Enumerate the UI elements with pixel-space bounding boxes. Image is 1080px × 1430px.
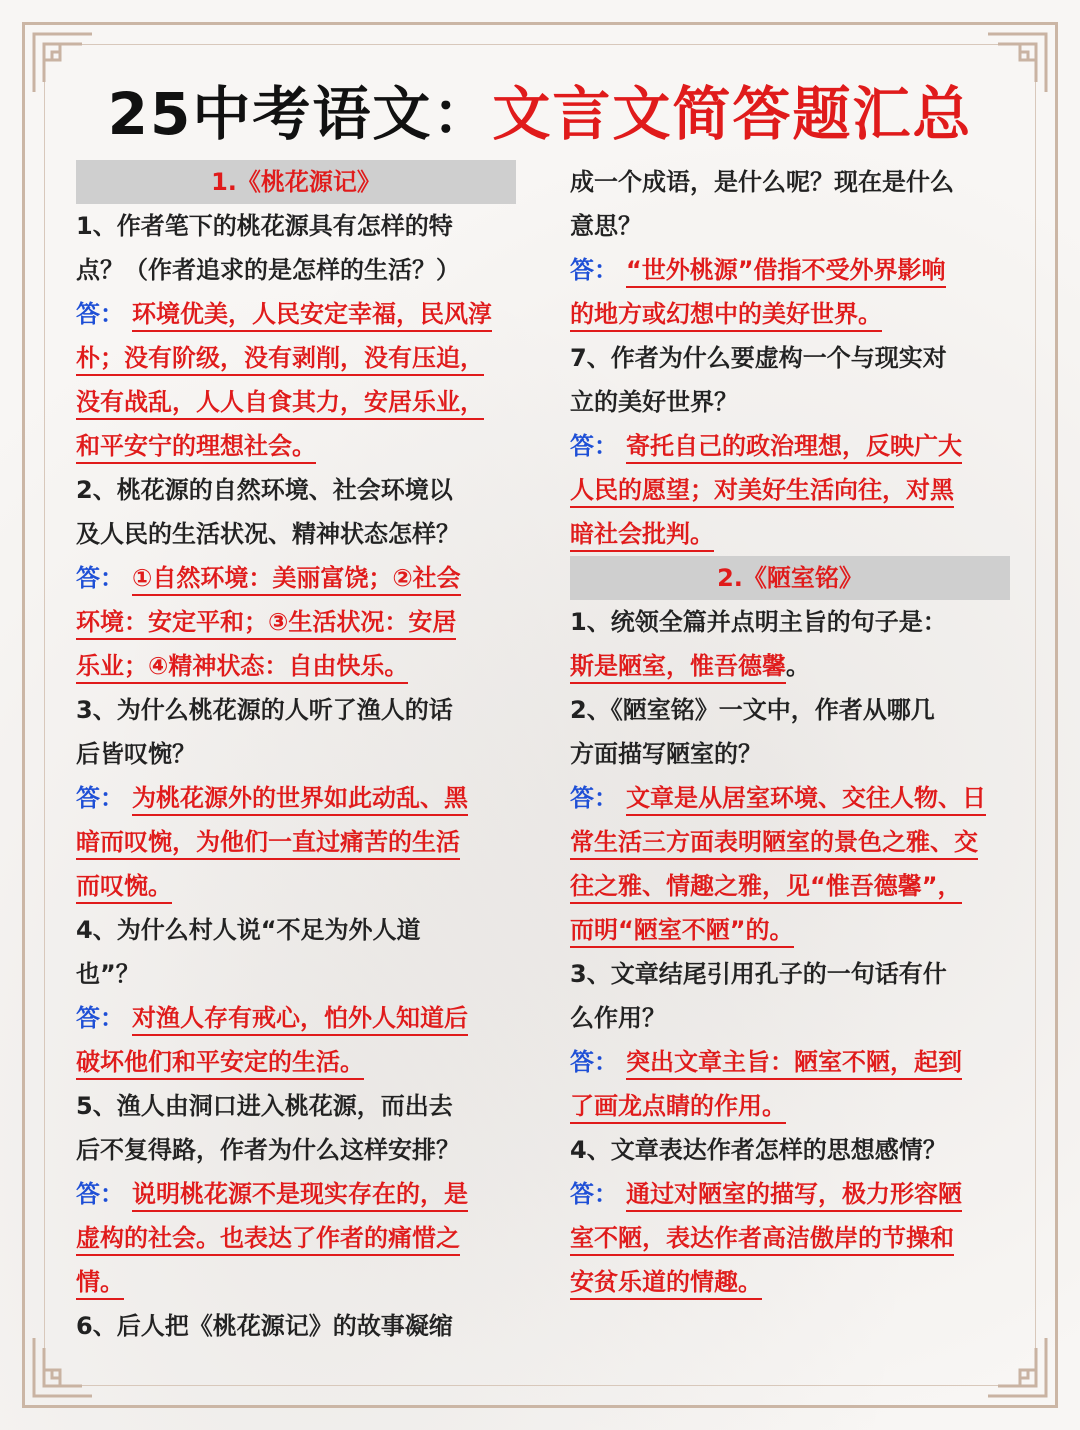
answer-text: 为桃花源外的世界如此动乱、黑 xyxy=(132,784,468,816)
question-line: 1、作者笔下的桃花源具有怎样的特 xyxy=(76,212,453,240)
answer-line xyxy=(76,424,516,468)
answer-text: 破坏他们和平安定的生活。 xyxy=(76,1048,364,1080)
answer-line xyxy=(570,1172,1010,1216)
answer-text: ①自然环境：美丽富饶；②社会 xyxy=(132,564,461,596)
answer-line xyxy=(76,644,516,688)
answer-line xyxy=(570,1084,1010,1128)
answer-line xyxy=(570,468,1010,512)
question-line: 后皆叹惋？ xyxy=(76,740,196,768)
answer-text: 而叹惋。 xyxy=(76,872,172,904)
answer-line xyxy=(76,380,516,424)
answer-line xyxy=(570,512,1010,556)
answer-text: 人民的愿望；对美好生活向往，对黑 xyxy=(570,476,954,508)
question-line: 么作用？ xyxy=(570,1004,666,1032)
section-header-loushiming: 2.《陋室铭》 xyxy=(570,556,1010,600)
answer-line xyxy=(76,1040,516,1084)
answer-text: 突出文章主旨：陋室不陋，起到 xyxy=(626,1048,962,1080)
answer-line xyxy=(570,820,1010,864)
answer-line xyxy=(570,424,1010,468)
answer-label: 答： xyxy=(76,564,124,592)
question-line: 4、文章表达作者怎样的思想感情？ xyxy=(570,1136,947,1164)
answer-label: 答： xyxy=(76,784,124,812)
answer-text: 了画龙点睛的作用。 xyxy=(570,1092,786,1124)
answer-text: 暗而叹惋，为他们一直过痛苦的生活 xyxy=(76,828,460,860)
answer-text: 对渔人存有戒心，怕外人知道后 xyxy=(132,1004,468,1036)
left-column xyxy=(76,160,516,1348)
answer-line xyxy=(570,1216,1010,1260)
answer-label: 答： xyxy=(570,1048,618,1076)
answer-text: 的地方或幻想中的美好世界。 xyxy=(570,300,882,332)
answer-text: 斯是陋室，惟吾德馨 xyxy=(570,652,786,684)
answer-text: 朴；没有阶级，没有剥削，没有压迫， xyxy=(76,344,484,376)
answer-label: 答： xyxy=(76,1180,124,1208)
question-line: 1、统领全篇并点明主旨的句子是： xyxy=(570,608,947,636)
answer-text: 常生活三方面表明陋室的景色之雅、交 xyxy=(570,828,978,860)
answer-line xyxy=(76,336,516,380)
question-line: 3、为什么桃花源的人听了渔人的话 xyxy=(76,696,453,724)
answer-line xyxy=(570,864,1010,908)
answer-text: 和平安宁的理想社会。 xyxy=(76,432,316,464)
answer-line xyxy=(570,1260,1010,1304)
question-line: 方面描写陋室的？ xyxy=(570,740,762,768)
answer-text: 环境：安定平和；③生活状况：安居 xyxy=(76,608,456,640)
answer-label: 答： xyxy=(570,784,618,812)
answer-line xyxy=(76,820,516,864)
answer-line xyxy=(76,776,516,820)
question-line: 及人民的生活状况、精神状态怎样？ xyxy=(76,520,460,548)
question-line: 成一个成语，是什么呢？现在是什么 xyxy=(570,168,954,196)
answer-text: 寄托自己的政治理想，反映广大 xyxy=(626,432,962,464)
page-title xyxy=(0,74,1080,154)
answer-label: 答： xyxy=(570,1180,618,1208)
question-line: 6、后人把《桃花源记》的故事凝缩 xyxy=(76,1312,453,1340)
answer-text: 虚构的社会。也表达了作者的痛惜之 xyxy=(76,1224,460,1256)
answer-label: 答： xyxy=(76,300,124,328)
answer-end-punct: 。 xyxy=(786,652,810,680)
question-line: 2、《陋室铭》一文中，作者从哪几 xyxy=(570,696,935,724)
answer-line xyxy=(570,644,1010,688)
question-line: 5、渔人由洞口进入桃花源，而出去 xyxy=(76,1092,453,1120)
answer-label: 答： xyxy=(76,1004,124,1032)
question-line: 点？（作者追求的是怎样的生活？） xyxy=(76,256,460,284)
answer-text: 乐业；④精神状态：自由快乐。 xyxy=(76,652,408,684)
question-line: 也”？ xyxy=(76,960,140,988)
question-line: 7、作者为什么要虚构一个与现实对 xyxy=(570,344,947,372)
answer-text: 情。 xyxy=(76,1268,124,1300)
answer-text: 往之雅、情趣之雅，见“惟吾德馨”， xyxy=(570,872,962,904)
answer-line xyxy=(76,292,516,336)
answer-text: 通过对陋室的描写，极力形容陋 xyxy=(626,1180,962,1212)
answer-line xyxy=(76,1260,516,1304)
answer-text: 说明桃花源不是现实存在的，是 xyxy=(132,1180,468,1212)
answer-line xyxy=(570,248,1010,292)
question-line: 4、为什么村人说“不足为外人道 xyxy=(76,916,421,944)
answer-line xyxy=(570,908,1010,952)
answer-text: “世外桃源”借指不受外界影响 xyxy=(626,256,946,288)
answer-line xyxy=(570,1040,1010,1084)
answer-line xyxy=(76,996,516,1040)
answer-line xyxy=(76,600,516,644)
answer-label: 答： xyxy=(570,432,618,460)
title-part-2: 文言文简答题汇总 xyxy=(492,80,973,148)
title-part-1: 25中考语文： xyxy=(107,80,493,148)
answer-line xyxy=(570,776,1010,820)
answer-line xyxy=(76,556,516,600)
question-line: 2、桃花源的自然环境、社会环境以 xyxy=(76,476,453,504)
section-header-taohuayuanji: 1.《桃花源记》 xyxy=(76,160,516,204)
answer-text: 而明“陋室不陋”的。 xyxy=(570,916,794,948)
answer-line xyxy=(76,1216,516,1260)
question-line: 后不复得路，作者为什么这样安排？ xyxy=(76,1136,460,1164)
answer-text: 没有战乱，人人自食其力，安居乐业， xyxy=(76,388,484,420)
question-line: 立的美好世界？ xyxy=(570,388,738,416)
question-line: 3、文章结尾引用孔子的一句话有什 xyxy=(570,960,947,988)
corner-ornament-icon xyxy=(984,1334,1050,1400)
right-column xyxy=(570,160,1010,1304)
answer-text: 暗社会批判。 xyxy=(570,520,714,552)
answer-line xyxy=(570,292,1010,336)
answer-label: 答： xyxy=(570,256,618,284)
answer-text: 安贫乐道的情趣。 xyxy=(570,1268,762,1300)
answer-line xyxy=(76,864,516,908)
question-line: 意思？ xyxy=(570,212,642,240)
answer-text: 环境优美，人民安定幸福，民风淳 xyxy=(132,300,492,332)
answer-text: 文章是从居室环境、交往人物、日 xyxy=(626,784,986,816)
answer-line xyxy=(76,1172,516,1216)
answer-text: 室不陋，表达作者高洁傲岸的节操和 xyxy=(570,1224,954,1256)
